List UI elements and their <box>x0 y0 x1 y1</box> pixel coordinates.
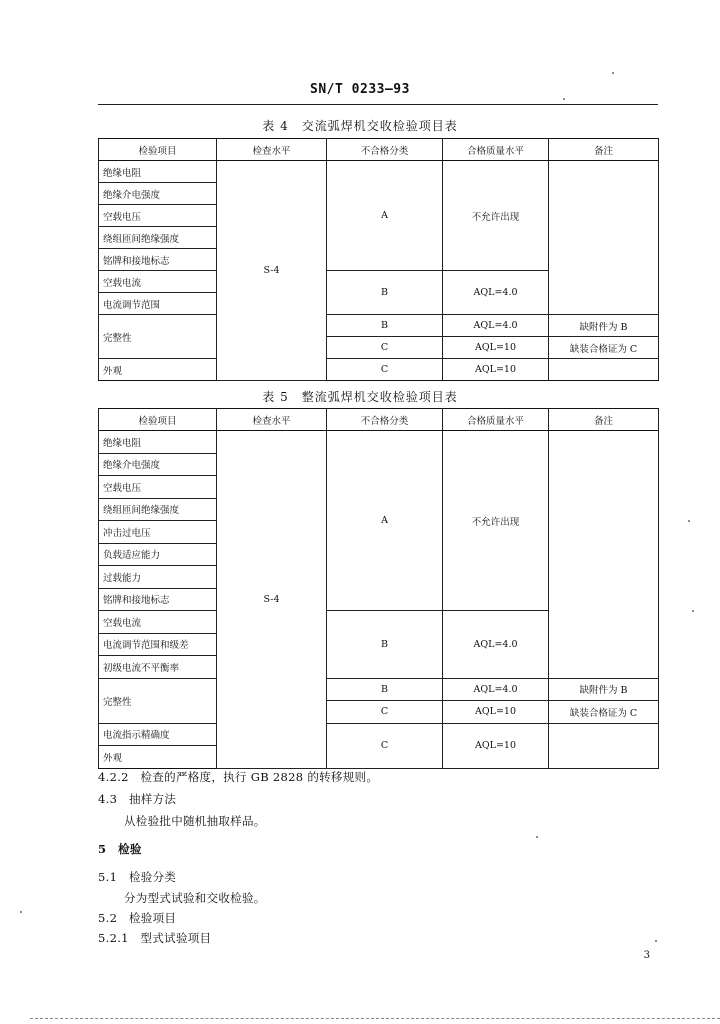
table5-class-b2: B <box>327 678 443 701</box>
scan-speck <box>692 610 694 612</box>
table5-item: 绝缘介电强度 <box>99 453 217 476</box>
table4-quality-c1: AQL=10 <box>443 337 549 359</box>
table5-caption: 表 5 整流弧焊机交收检验项目表 <box>262 390 458 404</box>
table5-note-b2: 缺附件为 B <box>549 678 659 701</box>
table5-header-row <box>99 409 659 431</box>
scan-speck <box>688 520 690 522</box>
table4-quality-c2: AQL=10 <box>443 359 549 381</box>
scan-bottom-edge <box>30 1018 720 1019</box>
table4-notes-empty <box>549 161 659 315</box>
table-row <box>99 315 659 337</box>
table5-item: 绝缘电阻 <box>99 431 217 454</box>
table5-item: 绕组匝间绝缘强度 <box>99 498 217 521</box>
table5-item: 空载电压 <box>99 476 217 499</box>
table5-quality-c2: AQL=10 <box>443 723 549 768</box>
table4-note-c1: 缺装合格证为 C <box>549 337 659 359</box>
table4-header-row <box>99 139 659 161</box>
table4-class-c2: C <box>327 359 443 381</box>
table-row <box>99 161 659 183</box>
table5-class-a: A <box>327 431 443 611</box>
clause-4-2-2: 4.2.2 检查的严格度，执行 GB 2828 的转移规则。 <box>98 770 379 784</box>
table5-col-notes: 备注 <box>549 409 659 431</box>
table4-note-c2-empty <box>549 359 659 381</box>
table4-class-b1: B <box>327 271 443 315</box>
table5-class-c1: C <box>327 701 443 724</box>
table4-level: S-4 <box>217 161 327 381</box>
page-number: 3 <box>643 950 650 961</box>
table5-quality-b2: AQL=4.0 <box>443 678 549 701</box>
table4-item: 绝缘电阻 <box>99 161 217 183</box>
clause-5-2-1-heading: 5.2.1 型式试验项目 <box>98 931 212 945</box>
table4-quality-b2: AQL=4.0 <box>443 315 549 337</box>
clause-4-3-heading: 4.3 抽样方法 <box>98 792 177 806</box>
table5-col-quality: 合格质量水平 <box>443 409 549 431</box>
table4 <box>98 138 659 381</box>
table5-note-c2-empty <box>549 723 659 768</box>
scan-speck <box>20 911 22 913</box>
table4-item: 绝缘介电强度 <box>99 183 217 205</box>
table5-item: 空载电流 <box>99 611 217 634</box>
table4-col-item: 检验项目 <box>99 139 217 161</box>
table4-item: 空载电流 <box>99 271 217 293</box>
table4-item: 绕组匝间绝缘强度 <box>99 227 217 249</box>
table5-item: 过载能力 <box>99 566 217 589</box>
header-rule <box>98 104 658 105</box>
table4-caption: 表 4 交流弧焊机交收检验项目表 <box>262 119 458 133</box>
table5-item: 负载适应能力 <box>99 543 217 566</box>
table5-quality-a: 不允许出现 <box>443 431 549 611</box>
table-row <box>99 723 659 746</box>
table5-col-item: 检验项目 <box>99 409 217 431</box>
table4-item: 外观 <box>99 359 217 381</box>
clause-5-1-text: 分为型式试验和交收检验。 <box>124 891 266 905</box>
table-row <box>99 431 659 454</box>
clause-4-3-text: 从检验批中随机抽取样品。 <box>124 814 266 828</box>
scan-speck <box>612 72 614 74</box>
table5-item: 铭牌和接地标志 <box>99 588 217 611</box>
table5-item: 完整性 <box>99 678 217 723</box>
table5-item: 初级电流不平衡率 <box>99 656 217 679</box>
table5-notes-empty <box>549 431 659 679</box>
table5-quality-c1: AQL=10 <box>443 701 549 724</box>
table5-note-c1: 缺装合格证为 C <box>549 701 659 724</box>
table4-col-class: 不合格分类 <box>327 139 443 161</box>
table4-quality-a: 不允许出现 <box>443 161 549 271</box>
table4-note-b2: 缺附件为 B <box>549 315 659 337</box>
table4-col-notes: 备注 <box>549 139 659 161</box>
table5-level: S-4 <box>217 431 327 769</box>
section-5-heading: 5 检验 <box>98 842 142 856</box>
table4-item: 电流调节范围 <box>99 293 217 315</box>
table4-item: 铭牌和接地标志 <box>99 249 217 271</box>
table-row <box>99 359 659 381</box>
table4-col-quality: 合格质量水平 <box>443 139 549 161</box>
clause-5-2-heading: 5.2 检验项目 <box>98 911 177 925</box>
table5-item: 冲击过电压 <box>99 521 217 544</box>
table5-item: 外观 <box>99 746 217 769</box>
table5-quality-b1: AQL=4.0 <box>443 611 549 679</box>
clause-5-1-heading: 5.1 检验分类 <box>98 870 177 884</box>
scan-speck <box>655 940 657 942</box>
table5-class-b1: B <box>327 611 443 679</box>
table4-class-b2: B <box>327 315 443 337</box>
table5-item: 电流调节范围和级差 <box>99 633 217 656</box>
scan-speck <box>563 98 565 100</box>
table5 <box>98 408 659 769</box>
table4-item: 空载电压 <box>99 205 217 227</box>
table-row <box>99 678 659 701</box>
table5-class-c2: C <box>327 723 443 768</box>
table4-col-level: 检查水平 <box>217 139 327 161</box>
table4-class-c1: C <box>327 337 443 359</box>
standard-code-header: SN/T 0233—93 <box>310 82 410 97</box>
table4-class-a: A <box>327 161 443 271</box>
table5-col-class: 不合格分类 <box>327 409 443 431</box>
table5-item: 电流指示精确度 <box>99 723 217 746</box>
scan-speck <box>536 836 538 838</box>
table5-col-level: 检查水平 <box>217 409 327 431</box>
table4-quality-b1: AQL=4.0 <box>443 271 549 315</box>
table4-item: 完整性 <box>99 315 217 359</box>
